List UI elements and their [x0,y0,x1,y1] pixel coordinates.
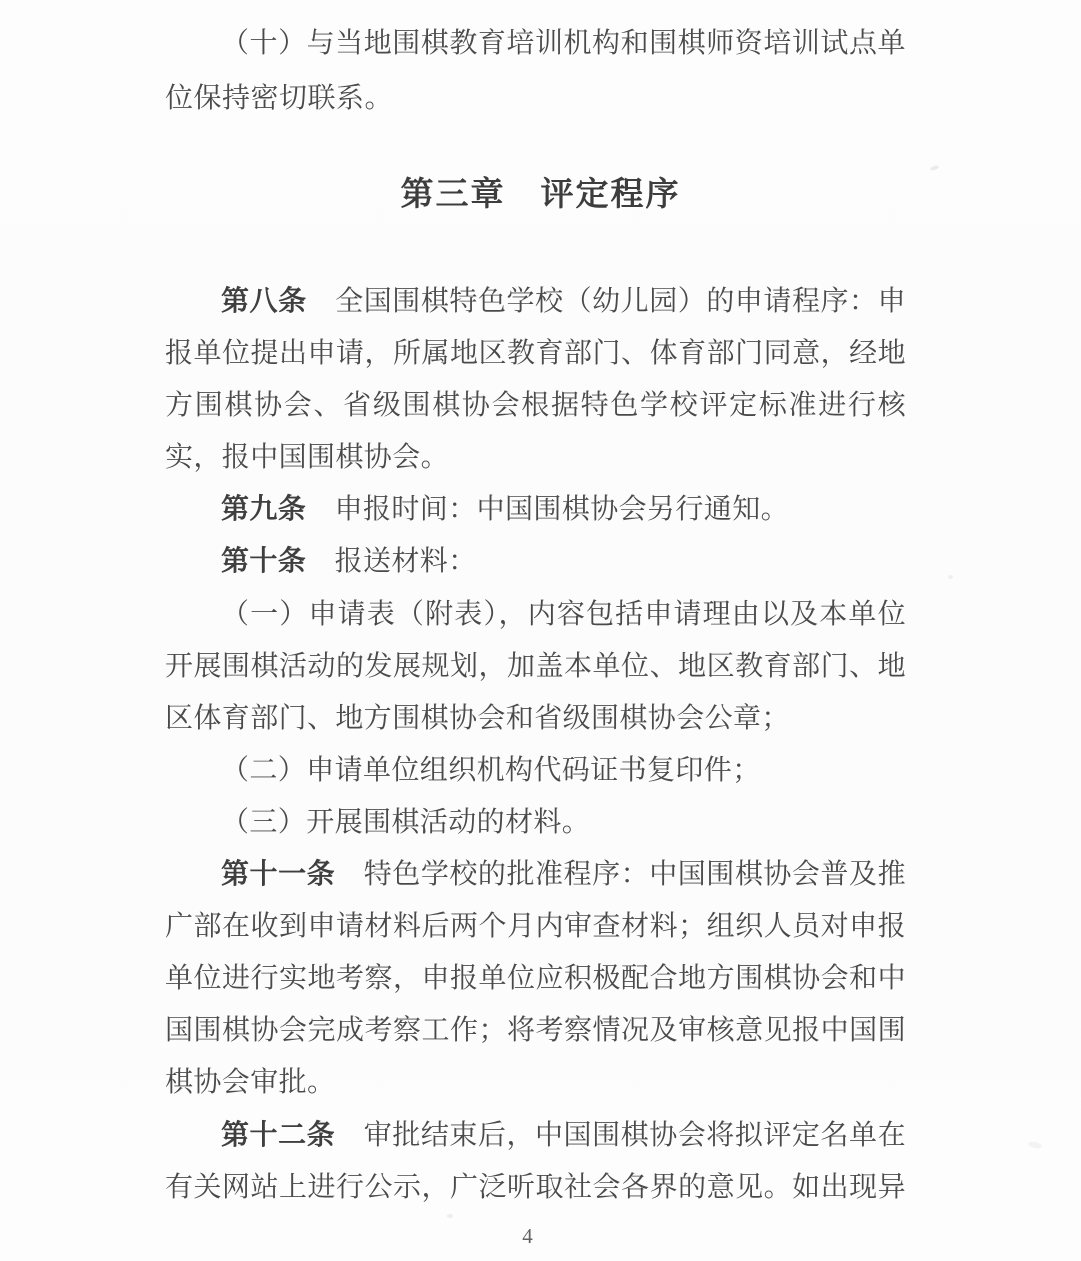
page-number: 4 [522,1224,533,1248]
article-number: 第十条 [221,546,307,578]
text-line [165,745,906,797]
chapter-heading: 第三章 评定程序 [400,175,681,212]
line-text: 特色学校的批准程序：中国围棋协会普及推 [335,859,906,891]
text-line [165,953,906,1005]
article-number: 第十一条 [221,859,336,891]
line-text: （三）开展围棋活动的材料。 [221,806,591,838]
line-text: （一）申请表（附表），内容包括申请理由以及本单位 [221,598,906,630]
text-line [165,328,906,380]
line-text: 报送材料： [306,546,477,578]
text-line [165,1005,906,1057]
scan-artifact [930,165,940,172]
scan-artifact [447,1214,453,1218]
article-number: 第八条 [221,286,307,317]
text-line [165,432,906,484]
line-text: 开展围棋活动的发展规划，加盖本单位、地区教育部门、地 [165,650,906,682]
scan-artifact [1028,1141,1043,1150]
line-text: 申报时间：中国围棋协会另行通知。 [306,494,790,526]
line-text: （二）申请单位组织机构代码证书复印件； [221,754,761,786]
text-line [165,589,906,641]
text-line [165,1110,906,1162]
text-line [165,71,906,126]
text-line [165,1057,906,1109]
text-line [165,693,906,745]
line-text: 位保持密切联系。 [165,83,394,114]
line-text: 有关网站上进行公示，广泛听取社会各界的意见。如出现异 [165,1171,906,1203]
text-line [165,16,906,71]
text-line [165,276,906,328]
text-line [165,901,906,953]
line-text: 报单位提出申请，所属地区教育部门、体育部门同意，经地 [165,338,906,370]
text-line [165,536,906,588]
line-text: 区体育部门、地方围棋协会和省级围棋协会公章； [165,702,790,734]
line-text: 全国围棋特色学校（幼儿园）的申请程序：申 [306,286,907,317]
article-number: 第九条 [221,494,307,526]
text-line [165,797,906,849]
text-line [165,484,906,536]
line-text: 方围棋协会、省级围棋协会根据特色学校评定标准进行核 [165,390,906,422]
text-line [165,1162,906,1214]
text-line [165,380,906,432]
line-text: （十）与当地围棋教育培训机构和围棋师资培训试点单 [221,28,906,59]
scan-artifact [948,575,953,579]
line-text: 广部在收到申请材料后两个月内审查材料；组织人员对申报 [165,911,906,943]
line-text: 棋协会审批。 [165,1067,336,1099]
line-text: 单位进行实地考察，申报单位应积极配合地方围棋协会和中 [165,963,906,995]
text-line [165,849,906,901]
article-number: 第十二条 [221,1119,336,1151]
text-line [165,641,906,693]
line-text: 实，报中国围棋协会。 [165,442,450,474]
line-text: 国围棋协会完成考察工作；将考察情况及审核意见报中国围 [165,1015,906,1047]
document-body [165,276,906,1214]
line-text: 审批结束后，中国围棋协会将拟评定名单在 [335,1119,906,1151]
intro-paragraph [165,16,906,126]
